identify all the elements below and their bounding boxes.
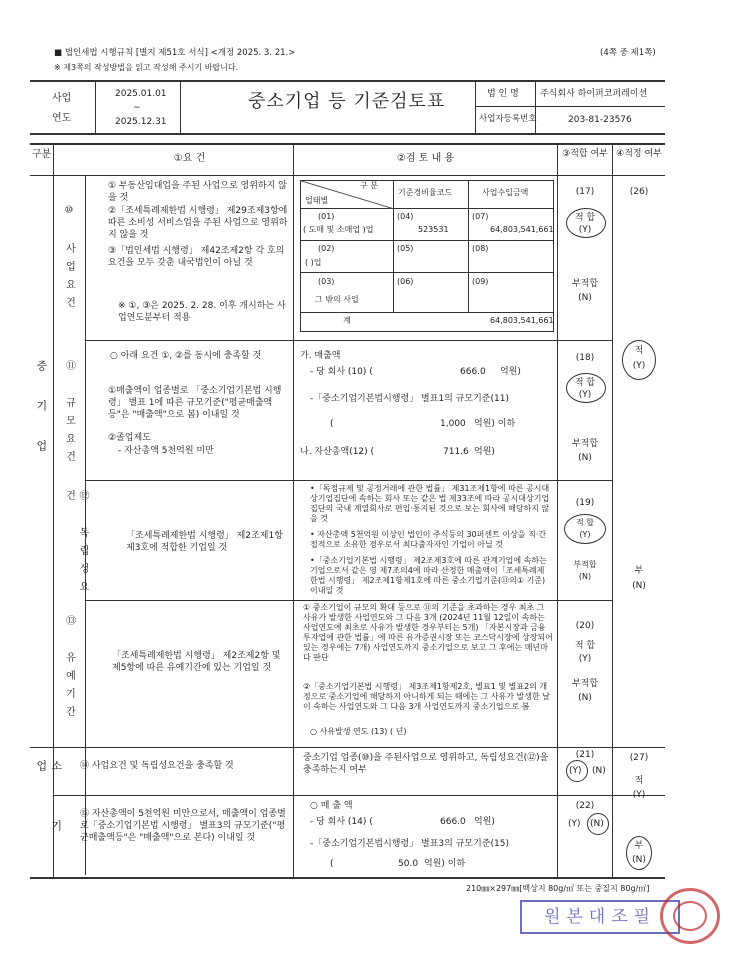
row2-no: (02) [318, 244, 335, 253]
col-eligibility: ④적정 여부 [616, 149, 662, 159]
small-review-a: 중소기업 업종(⑩)을 주된사업으로 영위하고, 독립성요건(⑫)을 충족하는지 여부 [303, 753, 549, 776]
business-req-3: ③「법인세법 시행령」 제42조제2항 각 호의 요건을 모두 갖춘 내국법인이 아닐 것 [108, 246, 285, 269]
corp-name: 주식회사 하이퍼코퍼레이션 [540, 89, 648, 99]
period-separator: ~ [133, 103, 141, 113]
grace-item-1: ① 중소기업이 규모의 확대 등으로 ⑪의 기준을 초과하는 경우 최초 그 사유가 발생한 사업연도와 그 다음 3개 (2024년 11월 12일이 속하는 사업연도에 최초로 사유가 발생한 경우부터는 5개) 「자본시장과 금융투자업에 관한 법률」에 따른 유가증권시장 또는 코스닥시장에 상장되어 있는 경우에는 7개) 사업연도까지 중소기업으로 보고 그 후에는 매년마다 판단 [303, 603, 553, 662]
row2-rev-no: (08) [472, 244, 489, 253]
scale-rev-label: 가. 매출액 [300, 351, 341, 361]
scale-std-unit: 억원) 이하 [474, 419, 516, 429]
independence-fit-no: (19) [575, 498, 595, 508]
small-fit-b-y: (Y) [568, 819, 581, 829]
revenue-table [300, 180, 554, 332]
business-req-2: ②「조세특례제한법 시행령」 제29조제3항에 따른 소비성 서비스업을 주된 사업으로 영위하지 않을 것 [108, 206, 288, 241]
independence-item-2: • 자산총액 5천억원 이상인 법인이 주식등의 30퍼센트 이상을 직·간접적으로 소유한 경우로서 최다출자자인 기업이 아닐 것 [310, 530, 547, 549]
biz-no: 203-81-23576 [568, 115, 632, 125]
paper-spec: 210㎜×297㎜[백상지 80g/㎡ 또는 중질지 80g/㎡] [466, 884, 650, 893]
small-own-label: - 당 회사 (14) ( [310, 817, 373, 827]
scale-fit-no-n: (N) [578, 453, 592, 463]
grace-item-3: ○ 사유발생 연도 (13) ( 년) [310, 727, 407, 736]
row3-no: (03) [318, 277, 335, 286]
independence-req: 「조세특례제한법 시행령」 제2조제1항제3호에 적합한 기업일 것 [126, 531, 283, 554]
sme-overall-yes: 적 [634, 346, 644, 356]
business-fit-no-n: (N) [578, 293, 592, 303]
row1-rev: 64,803,541,661 [490, 225, 554, 234]
independence-req-label: ⑫ 독립성요건 [63, 490, 88, 599]
independence-fit-no-n: (N) [578, 572, 592, 581]
independence-item-3: •「중소기업기본법 시행령」 제2조제3호에 따른 관계기업에 속하는 기업으로서 같은 영 제7조의4에 따라 산정한 매출액이「조세특례제한법 시행령」 제2조제1항제1호에 따른 중소기업기준(⑪의① 기준) 이내일 것 [310, 556, 547, 595]
sme-overall-no: (26) [629, 187, 649, 197]
grace-fit-no: (20) [575, 621, 595, 631]
row1-code-no: (04) [397, 212, 414, 221]
period-end: 2025.12.31 [115, 117, 167, 127]
grace-req-label: ⑬ 유예기간 [63, 615, 75, 724]
row1-name: ( 도매 및 소매업 )업 [303, 225, 374, 234]
small-fit-b-no: (22) [575, 801, 595, 811]
scale-fit-yes: 적 합 [574, 378, 596, 388]
col-fit: ③적합 여부 [562, 149, 608, 159]
scale-req-intro: ○ 아래 요건 ①, ②를 동시에 충족할 것 [110, 351, 262, 361]
scale-own-label: - 당 회사 (10) ( [310, 367, 373, 377]
col-category: 구분 [31, 149, 52, 160]
scale-req-2a: ②졸업제도 [108, 433, 151, 443]
row3-code-no: (06) [397, 277, 414, 286]
scale-asset-label: 나. 자산총액(12) ( [300, 447, 375, 457]
scale-req-label: ⑪ 규모요건 [63, 360, 75, 469]
small-req-a: ⑭ 사업요건 및 독립성요건을 충족할 것 [80, 761, 234, 771]
grace-fit-yes: 적 합 [574, 641, 596, 651]
col-review: ②검 토 내 용 [396, 153, 455, 164]
scale-fit-no-label: 부적합 [571, 439, 599, 449]
grace-fit-no-label: 부적합 [571, 679, 599, 689]
row1-rev-no: (07) [472, 212, 489, 221]
scale-asset-unit: 억원) [474, 447, 495, 457]
independence-fit-yes-y: (Y) [579, 530, 591, 539]
row3-rev-no: (09) [472, 277, 489, 286]
row2-code-no: (05) [397, 244, 414, 253]
small-overall-yes: 적 [634, 776, 644, 786]
grace-fit-yes-y: (Y) [578, 654, 592, 664]
business-fit-yes-y: (Y) [578, 225, 592, 235]
small-std-paren: ( [330, 859, 334, 869]
verification-stamp-text: 원본대조필 [543, 907, 657, 927]
instruction-note: ※ 제3쪽의 작성방법을 읽고 작성해 주시기 바랍니다. [54, 63, 239, 72]
small-std-value: 50.0 [398, 859, 419, 869]
grace-fit-no-n: (N) [578, 693, 592, 703]
scale-std-paren: ( [330, 419, 334, 429]
small-req-b: ⑮ 자산총액이 5천억원 미만으로서, 매출액이 업종별로「중소기업기본법 시행령」 별표3의 규모기준("평균매출액등"은 "매출액"으로 본다) 이내일 것 [80, 809, 286, 844]
small-fit-a-y: (Y) [569, 766, 582, 776]
independence-item-1: •「독점규제 및 공정거래에 관한 법률」 제31조제1항에 따른 공시대상기업집단에 속하는 회사 또는 같은 법 제33조에 따라 공시대상기업집단의 국내 계열회사로 편입·통지된 것으로 보는 회사에 해당하지 않을 것 [310, 484, 550, 523]
small-fit-a-no: (21) [575, 750, 595, 760]
business-req-1: ① 부동산임대업을 주된 사업으로 영위하지 않을 것 [108, 181, 287, 204]
verification-stamp [520, 900, 680, 934]
scale-req-1: ①매출액이 업종별로 「중소기업기본법 시행령」 별표 1에 따른 규모기준("평균매출액등"은 "매출액"으로 봄) 이내일 것 [108, 386, 282, 421]
scale-fit-yes-y: (Y) [578, 390, 592, 400]
scale-own-unit: 억원) [500, 367, 521, 377]
scale-fit-no: (18) [575, 353, 595, 363]
row1-no: (01) [318, 212, 335, 221]
form-title: 중소기업 등 기준검토표 [248, 91, 446, 112]
small-overall-no: (27) [629, 753, 649, 763]
independence-fit-yes: 적 합 [576, 518, 594, 527]
sme-overall-no-n: (N) [632, 581, 646, 591]
corp-name-label: 법 인 명 [487, 89, 519, 99]
year-label-1: 사업 [52, 93, 72, 104]
row1-code: 523531 [418, 225, 449, 234]
small-fit-b-n: (N) [590, 819, 604, 829]
small-std-label: -「중소기업기본법시행령」 별표3의 규모기준(15) [310, 839, 509, 849]
small-overall-yes-y: (Y) [632, 790, 646, 800]
business-fit-no-label: 부적합 [571, 279, 599, 289]
business-fit-no: (17) [575, 187, 595, 197]
form-reference: ■ 법인세법 시행규칙 [별지 제51호 서식] <개정 2025. 3. 21.> [54, 48, 296, 58]
grace-item-2: ②「중소기업기본법 시행령」 제3조제1항제2호, 별표1 및 별표2의 개정으로 중소기업에 해당하지 아니하게 되는 때에는 그 사유가 발생한 날이 속하는 사업연도와 그 다음 3개 사업연도까지 중소기업으로 봄 [303, 682, 550, 711]
grace-req: 「조세특례제한법 시행령」 제2조제2항 및 제5항에 따른 유예기간에 있는 기업일 것 [112, 651, 281, 674]
small-overall-no-label: 부 [634, 841, 644, 851]
sme-overall-yes-y: (Y) [632, 361, 646, 371]
rev-head-gubun: 구 분 [360, 181, 378, 190]
scale-asset-value: 711.6 [443, 447, 469, 457]
rev-head-code: 기준경비율코드 [398, 188, 453, 197]
small-fit-a-n: (N) [592, 766, 606, 776]
page-info: (4쪽 중 제1쪽) [600, 48, 656, 58]
row2-name: ( )업 [305, 258, 322, 267]
total-rev: 64,803,541,661 [490, 316, 554, 325]
biz-no-label: 사업자등록번호 [479, 114, 537, 124]
scale-req-2b: - 자산총액 5천억원 미만 [118, 446, 214, 456]
business-fit-yes: 적 합 [574, 213, 596, 223]
small-std-unit: 억원) 이하 [424, 859, 466, 869]
small-own-value: 666.0 [440, 817, 466, 827]
section-sme-label: 중 기 업 [34, 360, 48, 459]
business-req-note: ※ ①, ③은 2025. 2. 28. 이후 개시하는 사업연도분부터 적용 [118, 301, 286, 324]
year-label-2: 연도 [52, 113, 72, 124]
sme-overall-no-label: 부 [634, 566, 644, 576]
scale-std-value: 1,000 [440, 419, 466, 429]
scale-std-label: -「중소기업기본법시행령」 별표1의 규모기준(11) [310, 394, 509, 404]
scale-own-value: 666.0 [460, 367, 486, 377]
section-small-label: 소 기 업 [34, 760, 63, 849]
small-rev-label: ○ 매 출 액 [310, 801, 353, 811]
row3-name: 그 밖의 사업 [315, 295, 359, 304]
independence-fit-no-label: 부적합 [573, 560, 597, 569]
small-own-unit: 억원) [474, 817, 495, 827]
total-label: 계 [343, 316, 351, 325]
business-req-label: ⑩ 사업요건 [63, 205, 75, 315]
period-start: 2025.01.01 [115, 89, 167, 99]
small-overall-no-n: (N) [632, 855, 646, 865]
rev-head-industry: 업태별 [305, 196, 329, 205]
col-requirement: ①요 건 [173, 153, 206, 164]
rev-head-revenue: 사업수입금액 [482, 188, 529, 197]
company-seal [660, 888, 720, 944]
